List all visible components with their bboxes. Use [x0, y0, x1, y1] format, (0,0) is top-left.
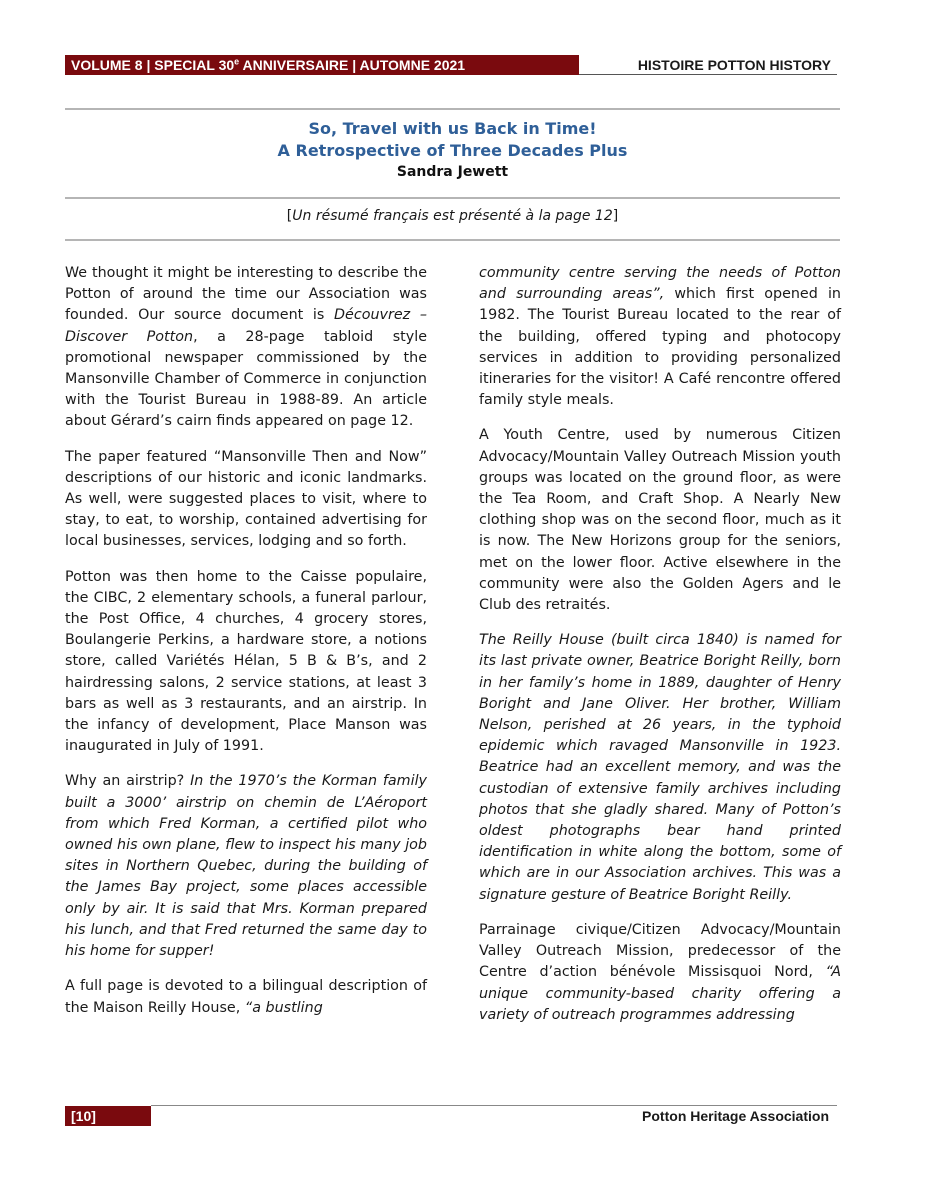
italic-text-run: “a bustling — [244, 999, 323, 1016]
paragraph — [65, 263, 427, 433]
header-superscript: e — [234, 56, 240, 67]
note-bracket-open: [ — [286, 208, 293, 224]
article-author: Sandra Jewett — [396, 164, 509, 180]
italic-text-run: Découvrez – Discover Potton — [65, 307, 427, 345]
header-volume-text-end: ANNIVERSAIRE | AUTOMNE 2021 — [239, 57, 466, 73]
divider-top — [65, 108, 840, 110]
italic-text-run: community centre serving the needs of Potton and surrounding areas”, — [479, 265, 841, 303]
text-run: Why an airstrip? — [65, 773, 191, 790]
paragraph — [65, 771, 427, 962]
header-volume-bar — [65, 55, 579, 75]
page-number: [10] — [65, 1106, 151, 1126]
footer-organization: Potton Heritage Association — [642, 1108, 829, 1124]
divider-middle — [65, 197, 840, 199]
right-column — [479, 263, 841, 1040]
note-bracket-close: ] — [612, 208, 619, 224]
header-publication-title: HISTOIRE POTTON HISTORY — [579, 55, 837, 75]
article-title: So, Travel with us Back in Time! — [308, 119, 597, 138]
paragraph: Potton was then home to the Caisse populaire, the CIBC, 2 elementary schools, a funeral parlour, the Post Office, 4 churches, 4 grocery stores, Boulangerie Perkins, a hardware store, a notions store, called Variétés Hélan, 5 B & B’s, and 2 hairdressing salons, 2 service stations, at least 3 bars as well as 3 restaurants, and an airstrip. In the infancy of development, Place Manson was inaugurated in July of 1991. — [65, 568, 427, 755]
paragraph: The paper featured “Mansonville Then and Now” descriptions of our historic and iconic landmarks. As well, were suggested places to visit, where to stay, to eat, to worship, contained advertising for local businesses, services, lodging and so forth. — [65, 448, 427, 550]
italic-text-run: The Reilly House (built circa 1840) is named for its last private owner, Beatrice Boright Reilly, born in her family’s home in 1889, daughter of Henry Boright and Jane Oliver. Her brother, William Nelson, perished at 26 years, in the typhoid epidemic which ravaged Mansonville in 1923. Beatrice had an excellent memory, and was the custodian of extensive family archives including photos that she gladly shared. Many of Potton’s oldest photographs bear hand printed identification in white along the bottom, some of which are in our Association archives. This was a signature gesture of Beatrice Boright Reilly. — [479, 632, 841, 903]
paragraph: A Youth Centre, used by numerous Citizen Advocacy/Mountain Valley Outreach Mission youth groups was located on the ground floor, as were the Tea Room, and Craft Shop. A Nearly New clothing shop was on the second floor, much as it is now. The New Horizons group for the seniors, met on the lower floor. Active elsewhere in the community were also the Golden Agers and le Club des retraités. — [479, 427, 841, 614]
text-run: , a 28-page tabloid style promotional newspaper commissioned by the Mansonville Chamber of Commerce in conjunction with the Tourist Bureau in 1988-89. An article about Gérard’s cairn finds appeared on page 12. — [65, 328, 427, 430]
text-run: which first opened in 1982. The Tourist Bureau located to the rear of the building, offered typing and photocopy services in addition to providing personalized itineraries for the visitor! A Café rencontre offered family style meals. — [479, 286, 841, 409]
header-volume-text: VOLUME 8 | SPECIAL 30 — [71, 57, 235, 73]
italic-text-run: “A unique community-based charity offering a variety of outreach programmes addressing — [479, 964, 841, 1023]
french-summary-note — [65, 206, 840, 226]
paragraph — [65, 976, 427, 1018]
italic-text-run: In the 1970’s the Korman family built a 3000’ airstrip on chemin de L’Aéroport from which Fred Korman, a certified pilot who owned his own plane, flew to inspect his many job sites in Northern Quebec, during the building of the James Bay project, some places accessible only by air. It is said that Mrs. Korman prepared his lunch, and that Fred returned the same day to his home for supper! — [65, 773, 428, 960]
text-run: We thought it might be interesting to describe the Potton of around the time our Association was founded. Our source document is — [65, 265, 427, 324]
note-text: Un résumé français est présenté à la page 12 — [292, 208, 613, 224]
left-column — [65, 263, 427, 1033]
paragraph — [479, 920, 841, 1026]
article-title-block — [65, 118, 840, 182]
article-subtitle: A Retrospective of Three Decades Plus — [277, 141, 628, 160]
text-run: A full page is devoted to a bilingual description of the Maison Reilly House, — [65, 978, 427, 1016]
paragraph — [479, 263, 841, 411]
text-run: Parrainage civique/Citizen Advocacy/Mountain Valley Outreach Mission, predecessor of the Centre d’action bénévole Missisquoi Nord, — [479, 921, 841, 981]
divider-lower — [65, 239, 840, 241]
paragraph — [479, 630, 841, 906]
